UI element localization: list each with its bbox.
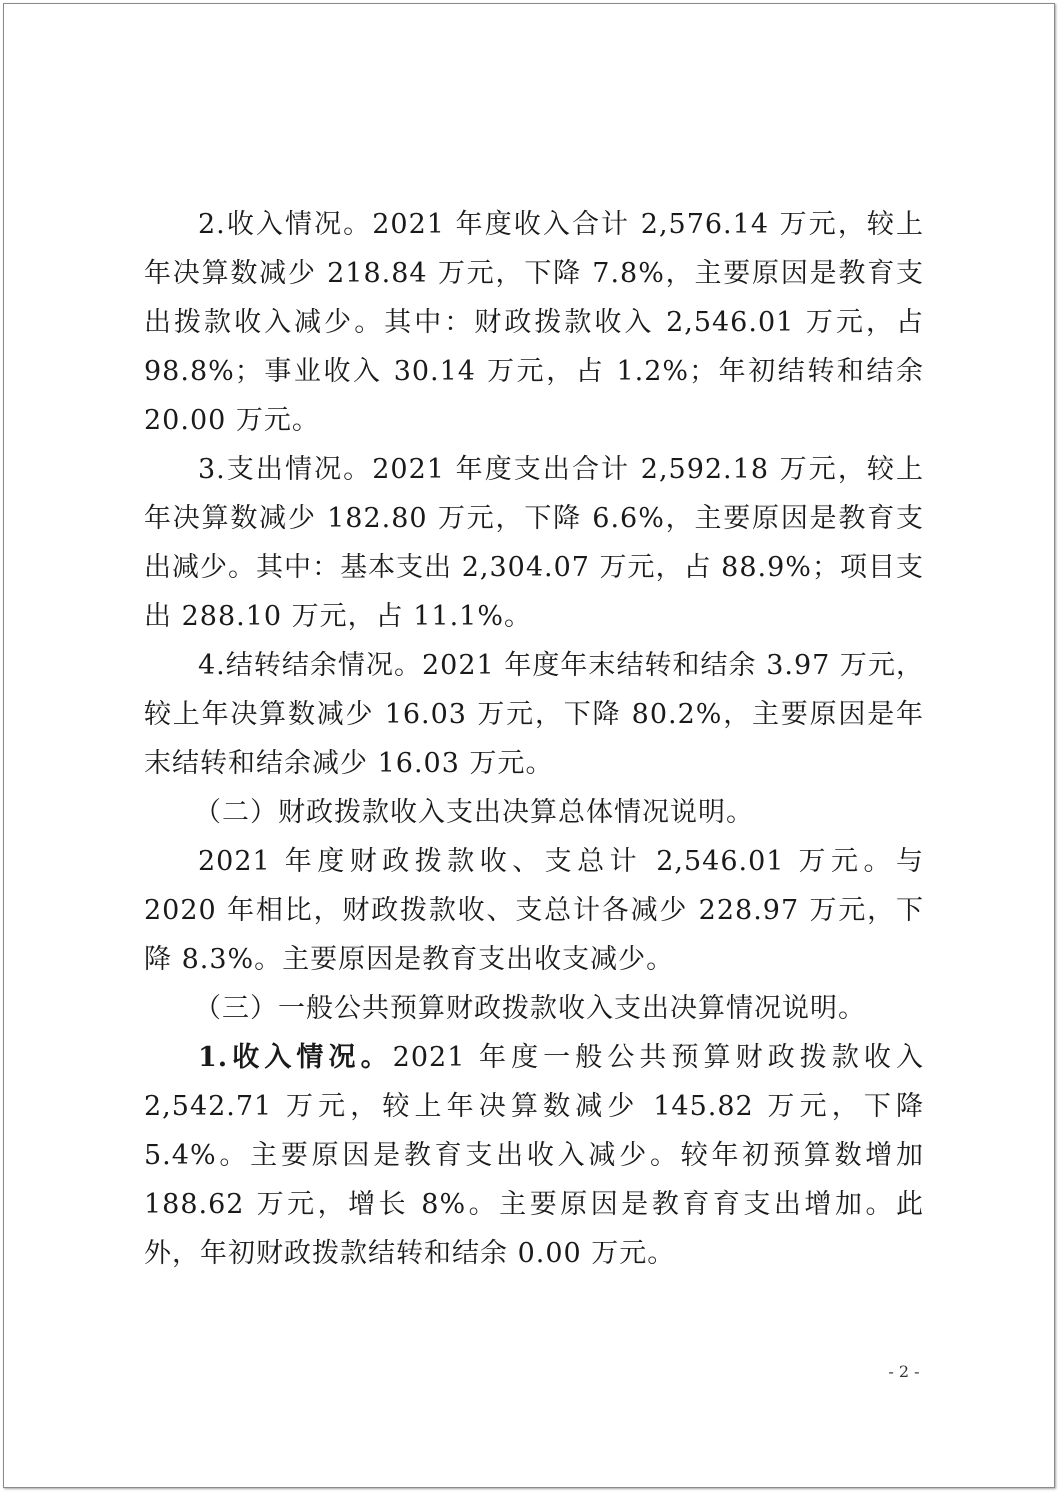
income-paragraph: 2.收入情况。2021 年度收入合计 2,576.14 万元，较上年决算数减少 218.84 万元，下降 7.8%，主要原因是教育支出拨款收入减少。其中：财政拨款收入 2,546.01 万元，占 98.8%；事业收入 30.14 万元，占 1.2%；年初结转和结余 20.00 万元。 [144,209,924,436]
fiscal-total-paragraph: 2021 年度财政拨款收、支总计 2,546.01 万元。与 2020 年相比，财政拨款收、支总计各减少 228.97 万元，下降 8.3%。主要原因是教育支出收支减少。 [144,846,924,975]
document-body [144,200,924,1278]
public-budget-income-paragraph [144,1033,924,1278]
carryover-paragraph: 4.结转结余情况。2021 年度年末结转和结余 3.97 万元，较上年决算数减少 16.03 万元，下降 80.2%，主要原因是年末结转和结余减少 16.03 万元。 [144,650,924,779]
document-page [3,3,1055,1488]
public-budget-income-lead: 1.收入情况。 [198,1042,393,1073]
expenditure-paragraph: 3.支出情况。2021 年度支出合计 2,592.18 万元，较上年决算数减少 182.80 万元，下降 6.6%，主要原因是教育支出减少。其中：基本支出 2,304.07 万元，占 88.9%；项目支出 288.10 万元，占 11.1%。 [144,454,924,632]
section-heading-2: （二）财政拨款收入支出决算总体情况说明。 [194,797,754,828]
page-number: - 2 - [888,1362,920,1381]
public-budget-income-body: 2021 年度一般公共预算财政拨款收入 2,542.71 万元，较上年决算数减少 145.82 万元，下降 5.4%。主要原因是教育支出收入减少。较年初预算数增加 188.62 万元，增长 8%。主要原因是教育育支出增加。此外，年初财政拨款结转和结余 0.00 万元。 [144,1042,925,1269]
section-heading-3: （三）一般公共预算财政拨款收入支出决算情况说明。 [194,993,866,1024]
